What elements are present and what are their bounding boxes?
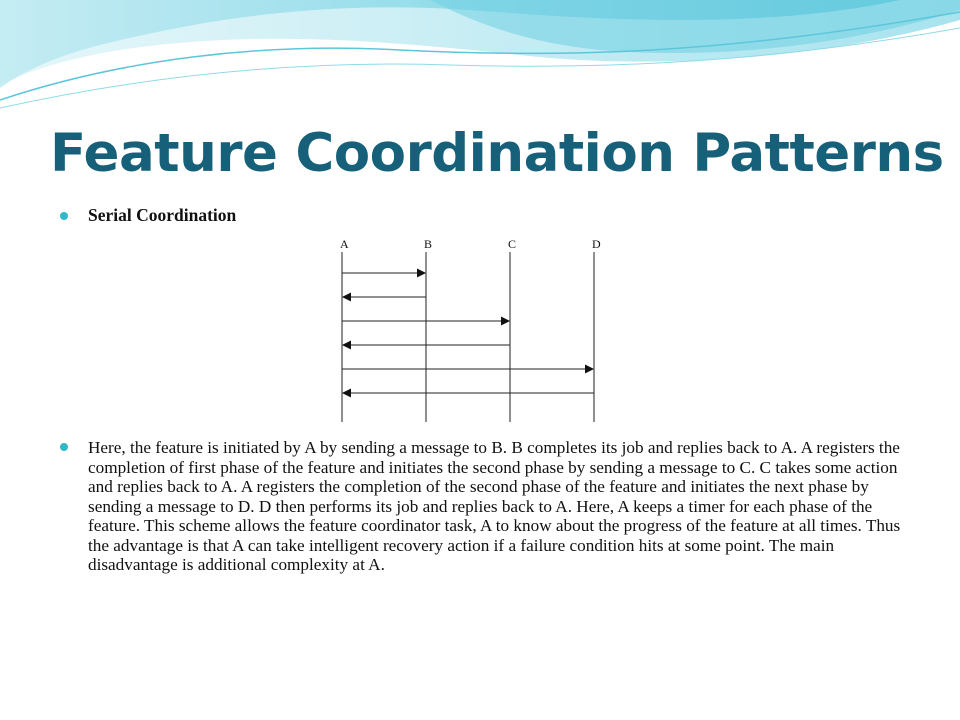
participant-label-d: D [592, 237, 601, 251]
arrowhead [585, 365, 594, 374]
arrowhead [342, 341, 351, 350]
slide-title: Feature Coordination Patterns [50, 123, 944, 184]
bullet-dot [60, 443, 68, 451]
participant-label-a: A [340, 237, 349, 251]
arrowhead [342, 293, 351, 302]
arrowhead [417, 269, 426, 278]
arrowhead [501, 317, 510, 326]
sequence-diagram [330, 232, 617, 425]
bullet-serial-coordination: Serial Coordination [88, 205, 237, 225]
participant-label-c: C [508, 237, 517, 251]
bullet-dot [60, 212, 68, 220]
participant-label-b: B [424, 237, 433, 251]
arrowhead [342, 389, 351, 398]
bullet-description: Here, the feature is initiated by A by sending a message to B. B completes its job and replies back to A. A registers the completion of first phase of the feature and initiates the second phase by sending a message to C. C takes some action and replies back to A. A registers the completion of the second phase of the feature and initiates the next phase by sending a message to D. D then performs its job and replies back to A. Here, A keeps a timer for each phase of the feature. This scheme allows the feature coordinator task, A to know about the progress of the feature at all times. Thus the advantage is that A can take intelligent recovery action if a failure condition hits at some point. The main disadvantage is additional complexity at A. [88, 438, 901, 574]
